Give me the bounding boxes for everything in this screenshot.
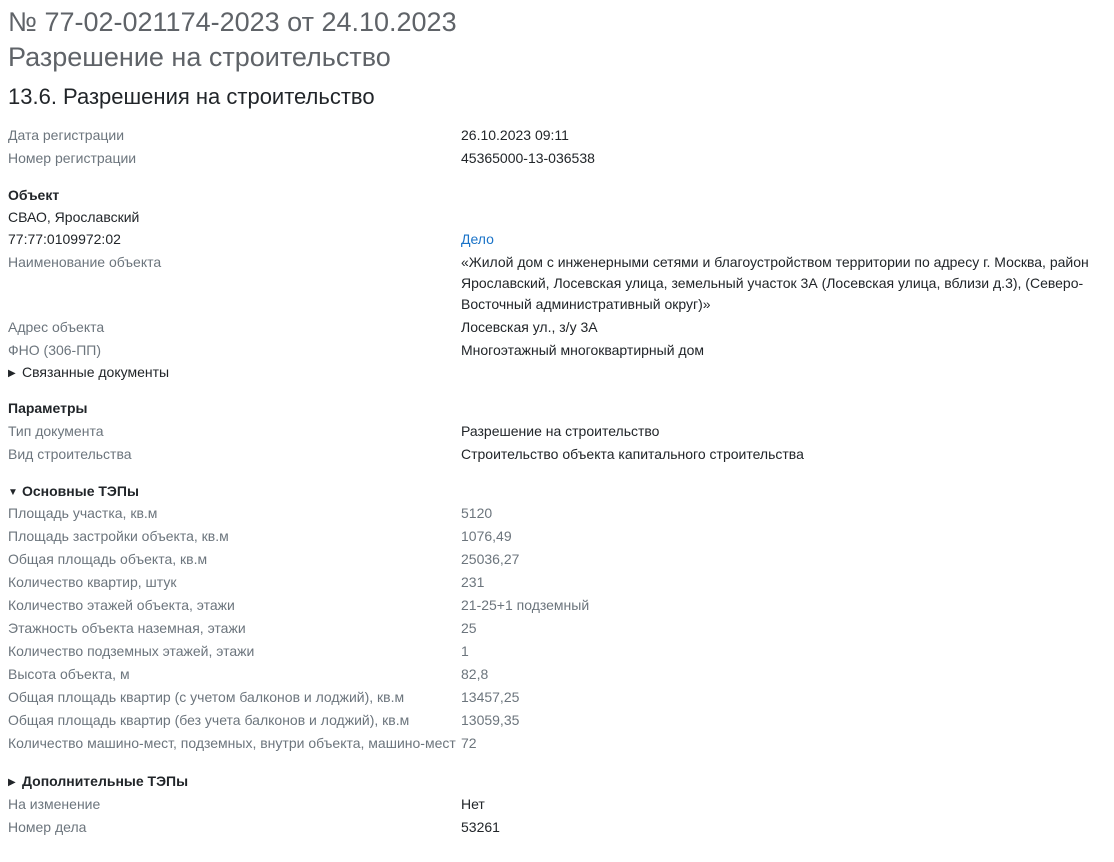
document-category-title: 13.6. Разрешения на строительство bbox=[8, 84, 375, 109]
expand-triangle-icon: ▶ bbox=[8, 777, 16, 788]
tep-label: Количество этажей объекта, этажи bbox=[8, 597, 235, 613]
tep-value: 231 bbox=[461, 574, 485, 590]
field-label: Номер дела bbox=[8, 819, 87, 835]
tep-value: 13457,25 bbox=[461, 689, 520, 705]
tep-value: 1076,49 bbox=[461, 528, 512, 544]
field-value: 45365000-13-036538 bbox=[461, 150, 595, 166]
expand-triangle-icon: ▶ bbox=[8, 368, 16, 379]
collapse-triangle-icon: ▼ bbox=[8, 487, 18, 498]
object-section-title: Объект bbox=[8, 187, 60, 203]
case-link[interactable]: Дело bbox=[461, 231, 494, 247]
field-label: ФНО (306-ПП) bbox=[8, 342, 102, 358]
tep-label: Высота объекта, м bbox=[8, 666, 130, 682]
extra-tep-toggle[interactable] bbox=[8, 771, 188, 793]
tep-value: 25036,27 bbox=[461, 551, 520, 567]
tep-value: 5120 bbox=[461, 505, 493, 521]
tep-label: Площадь застройки объекта, кв.м bbox=[8, 528, 229, 544]
document-kind-title: Разрешение на строительство bbox=[8, 42, 391, 72]
field-label: Вид строительства bbox=[8, 446, 132, 462]
field-label: Номер регистрации bbox=[8, 150, 137, 166]
tep-label: Количество машино-мест, подземных, внутри объекта, машино-мест bbox=[8, 735, 456, 751]
tep-value: 13059,35 bbox=[461, 712, 520, 728]
tep-label: Площадь участка, кв.м bbox=[8, 505, 158, 521]
tep-label: Этажность объекта наземная, этажи bbox=[8, 620, 246, 636]
field-label: Наименование объекта bbox=[8, 254, 162, 270]
field-value: Строительство объекта капитального строительства bbox=[461, 446, 804, 462]
document-number-title: № 77-02-021174-2023 от 24.10.2023 bbox=[8, 7, 457, 37]
tep-value: 72 bbox=[461, 735, 477, 751]
field-label: Дата регистрации bbox=[8, 127, 125, 143]
tep-label: Общая площадь квартир (без учета балконов и лоджий), кв.м bbox=[8, 712, 410, 728]
params-section-title: Параметры bbox=[8, 400, 88, 416]
tep-value: 82,8 bbox=[461, 666, 489, 682]
field-value: 26.10.2023 09:11 bbox=[461, 127, 569, 143]
field-label: На изменение bbox=[8, 796, 101, 812]
cadastral-number: 77:77:0109972:02 bbox=[8, 231, 121, 247]
field-value: Многоэтажный многоквартирный дом bbox=[461, 342, 705, 358]
tep-value: 21-25+1 подземный bbox=[461, 597, 590, 613]
field-label: Тип документа bbox=[8, 423, 104, 439]
tep-label: Количество квартир, штук bbox=[8, 574, 177, 590]
field-value: Разрешение на строительство bbox=[461, 423, 660, 439]
toggle-label: Основные ТЭПы bbox=[22, 483, 139, 499]
tep-value: 25 bbox=[461, 620, 477, 636]
tep-label: Общая площадь объекта, кв.м bbox=[8, 551, 208, 567]
field-value: Лосевская ул., з/у 3А bbox=[461, 319, 598, 335]
toggle-label: Дополнительные ТЭПы bbox=[22, 773, 189, 789]
tep-value: 1 bbox=[461, 643, 469, 659]
field-value: Нет bbox=[461, 796, 485, 812]
tep-label: Общая площадь квартир (с учетом балконов и лоджий), кв.м bbox=[8, 689, 405, 705]
main-tep-toggle[interactable] bbox=[8, 481, 139, 503]
related-documents-toggle[interactable] bbox=[8, 362, 169, 384]
field-label: Адрес объекта bbox=[8, 319, 105, 335]
field-value: 53261 bbox=[461, 819, 500, 835]
field-value: «Жилой дом с инженерными сетями и благоустройством территории по адресу г. Москва, район Ярославский, Лосевская улица, земельный участок 3А (Лосевская улица, вблизи д.3), (Северо-Восточный административный округ)» bbox=[461, 254, 1089, 312]
toggle-label: Связанные документы bbox=[22, 364, 170, 380]
object-district: СВАО, Ярославский bbox=[8, 209, 140, 225]
tep-label: Количество подземных этажей, этажи bbox=[8, 643, 255, 659]
